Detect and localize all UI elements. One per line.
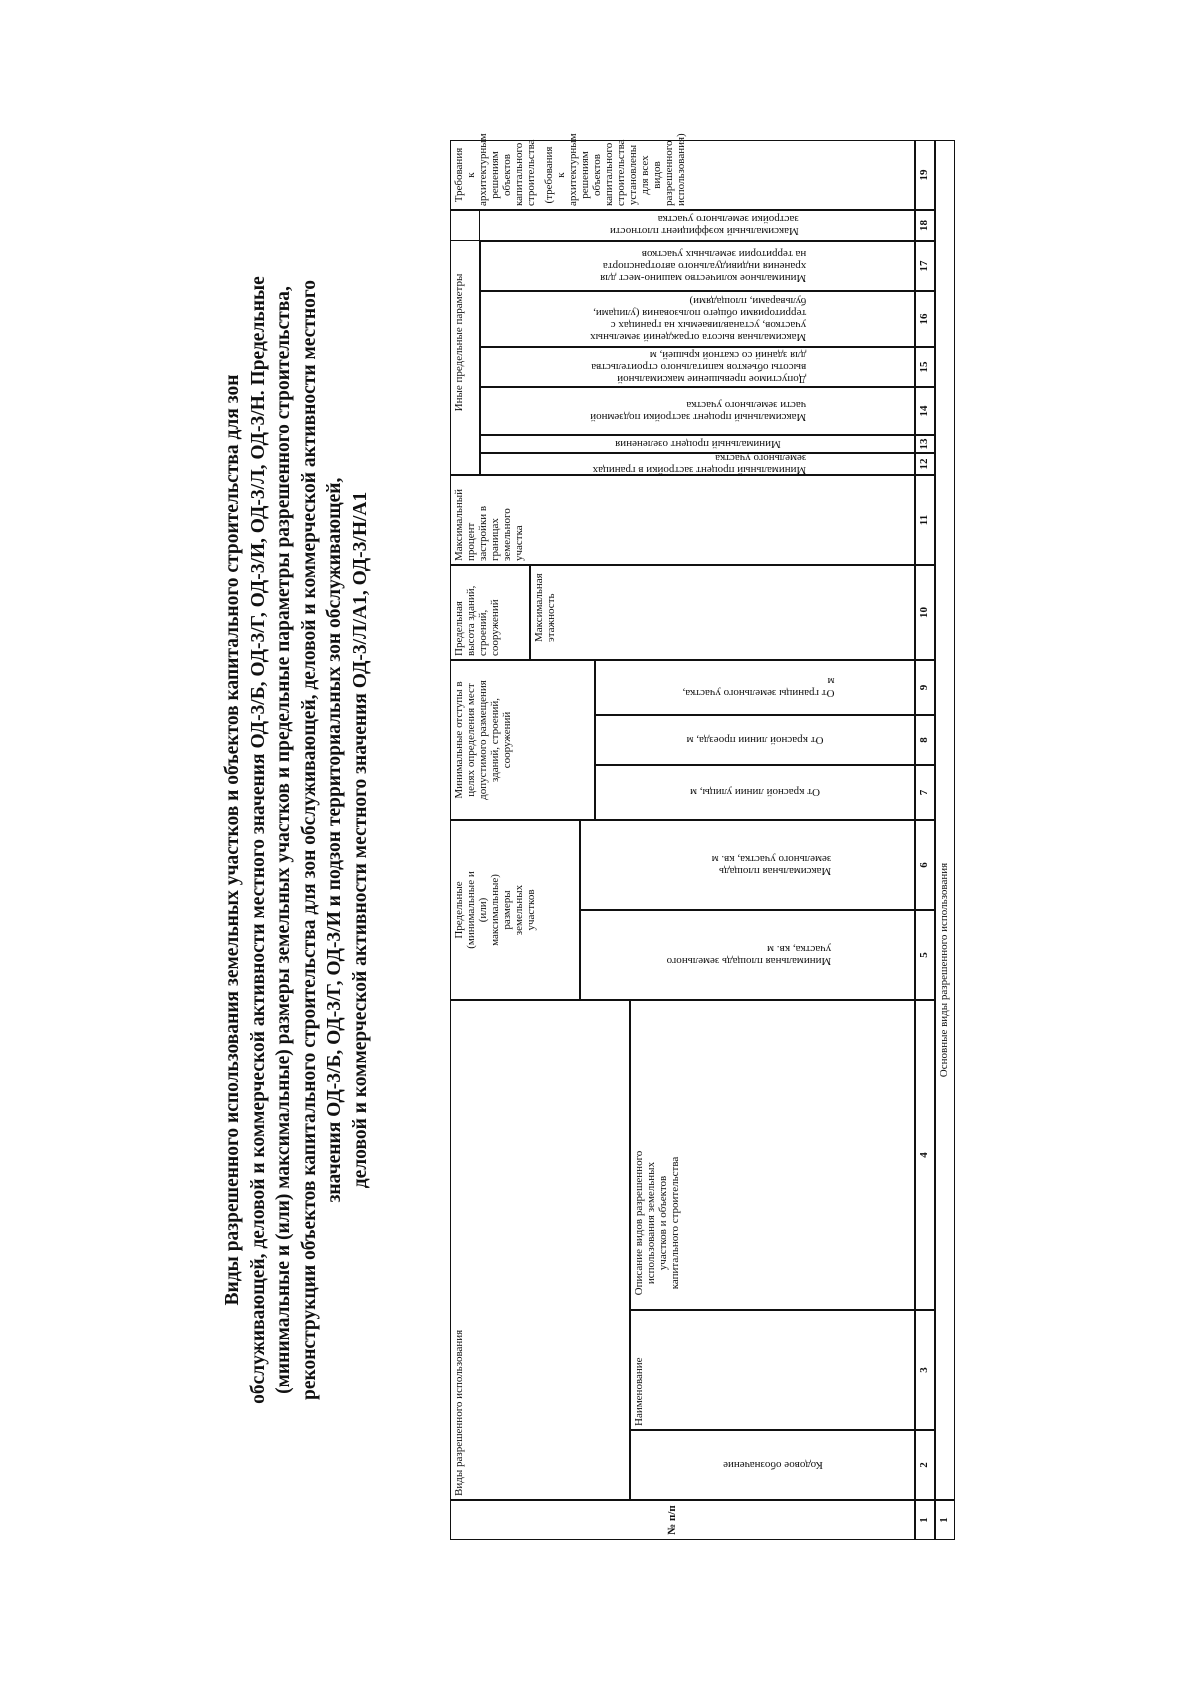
header-ot-ul-text: От красной линии улицы, м bbox=[689, 786, 821, 799]
header-16 bbox=[480, 291, 915, 347]
title-line-5: значения ОД-3/Б, ОД-3/Г, ОД-3/И и подзон территориальных зон обслуживающей, bbox=[324, 477, 345, 1203]
header-18 bbox=[450, 210, 915, 241]
header-13-text: Минимальный процент озеленения bbox=[614, 438, 781, 450]
header-proc-text: Максимальный процент застройки в границах земельного участка bbox=[453, 488, 525, 561]
header-naim-text: Наименование bbox=[633, 1357, 645, 1426]
header-16-text: Максимальная высота ограждений земельных участков, устанавливаемых на границах с территориями общего пользования (улицами, бульварами, площадями) bbox=[589, 295, 806, 343]
title-line-4: реконструкции объектов капитального строительства для зон обслуживающей, деловой и коммерческой активности местного bbox=[298, 279, 320, 1401]
header-inye bbox=[450, 210, 480, 475]
column-number-14: 14 bbox=[915, 387, 935, 435]
header-19-text: Требования к архитектурным решениям объектов капитального строительства bbox=[453, 133, 537, 206]
title-line-6: деловой и коммерческой активности местного значения ОД-3/Л/А1, ОД-3/Н/А1 bbox=[349, 491, 371, 1189]
header-vidy-text: Виды разрешенного использования bbox=[453, 1329, 465, 1496]
header-etazh-text: Максимальная этажность bbox=[533, 573, 557, 642]
column-number-15: 15 bbox=[915, 347, 935, 387]
header-14-text: Максимальный процент застройки подземной части земельного участка bbox=[589, 399, 806, 423]
header-ot-gr bbox=[595, 660, 915, 715]
column-number-18: 18 bbox=[915, 210, 935, 241]
header-inye-text: Иные предельные параметры bbox=[453, 273, 465, 412]
header-pred-razm-text: Предельные (минимальные и (или) максимальные) размеры земельных участков bbox=[453, 871, 537, 949]
title-line-1: Виды разрешенного использования земельных участков и объектов капитального строительства для зон bbox=[222, 374, 243, 1306]
column-number-3: 3 bbox=[915, 1310, 935, 1430]
header-kod bbox=[630, 1430, 915, 1500]
header-15 bbox=[480, 347, 915, 387]
header-vys-text: Предельная высота зданий, строений, сооружений bbox=[453, 585, 501, 656]
header-opis bbox=[630, 1000, 915, 1310]
header-vys bbox=[450, 565, 530, 660]
header-ot-gr-text: От границы земельного участка, м bbox=[682, 675, 835, 700]
column-number-7: 7 bbox=[915, 765, 935, 820]
header-19-note: (требования к архитектурным решениям объектов капитального строительства установлены для всех видов разрешенного использования) bbox=[543, 133, 687, 206]
header-ot-ul bbox=[595, 765, 915, 820]
header-19 bbox=[450, 133, 915, 210]
parameters-table bbox=[220, 133, 980, 1540]
footer-num: 1 bbox=[935, 1500, 955, 1540]
header-np bbox=[450, 1500, 915, 1540]
column-number-19: 19 bbox=[915, 140, 935, 210]
column-number-16: 16 bbox=[915, 291, 935, 347]
header-proc bbox=[450, 475, 915, 565]
column-number-12: 12 bbox=[915, 453, 935, 475]
column-number-5: 5 bbox=[915, 910, 935, 1000]
header-13 bbox=[480, 435, 915, 453]
header-kod-text: Кодовое обозначение bbox=[722, 1459, 823, 1471]
column-number-6: 6 bbox=[915, 820, 935, 910]
header-etazh bbox=[530, 565, 915, 660]
footer-main-uses bbox=[935, 140, 955, 1500]
header-min-pl bbox=[580, 910, 915, 1000]
column-number-9: 9 bbox=[915, 660, 935, 715]
header-14 bbox=[480, 387, 915, 435]
column-number-11: 11 bbox=[915, 475, 935, 565]
column-number-17: 17 bbox=[915, 241, 935, 291]
header-18-text: Максимальный коэффициент плотности застройки земельного участка bbox=[609, 213, 799, 238]
header-17 bbox=[480, 241, 915, 291]
header-17-text: Минимальное количество машино-мест для хранения индивидуального автотранспорта на территории земельных участков bbox=[599, 248, 806, 284]
header-otstup-text: Минимальные отступы в целях определения мест допустимого размещения зданий, строений, сооружений bbox=[453, 680, 513, 800]
header-opis-text: Описание видов разрешенного использования земельных участков и объектов капитального строительства bbox=[633, 1150, 681, 1296]
header-vidy bbox=[450, 1000, 630, 1500]
header-ot-pr bbox=[595, 715, 915, 765]
header-pred-razm bbox=[450, 820, 580, 1000]
footer-main-uses-text: Основные виды разрешенного использования bbox=[938, 862, 950, 1078]
rotated-page bbox=[220, 133, 980, 1540]
title-line-2: обслуживающей, деловой и коммерческой активности местного значения ОД-3/Б, ОД-3/Г, ОД-3/И, ОД-3/Л, ОД-3/Н. Предельные bbox=[247, 276, 269, 1404]
header-naim bbox=[630, 1310, 915, 1430]
column-number-8: 8 bbox=[915, 715, 935, 765]
header-15-text: Допустимое превышение максимальной высоты объектов капитального строительства для зданий со скатной крышей, м bbox=[590, 349, 806, 385]
header-ot-pr-text: От красной линии проезда, м bbox=[686, 734, 824, 746]
header-max-pl bbox=[580, 820, 915, 910]
column-number-10: 10 bbox=[915, 565, 935, 660]
header-np-text: № п/п bbox=[666, 1505, 678, 1535]
header-min-pl-text: Минимальная площадь земельного участка, кв. м bbox=[666, 943, 831, 967]
column-number-13: 13 bbox=[915, 435, 935, 453]
header-12-text: Минимальный процент застройки в границах земельного участка bbox=[592, 452, 806, 476]
header-max-pl-text: Максимальная площадь земельного участка, кв. м bbox=[711, 853, 831, 877]
column-number-1: 1 bbox=[915, 1500, 935, 1540]
header-12 bbox=[480, 453, 915, 475]
column-number-2: 2 bbox=[915, 1430, 935, 1500]
column-number-4: 4 bbox=[915, 1000, 935, 1310]
title-line-3: (минимальные и (или) максимальные) размеры земельных участков и предельные параметры разрешенного строительства, bbox=[273, 286, 294, 1394]
header-otstup bbox=[450, 660, 595, 820]
